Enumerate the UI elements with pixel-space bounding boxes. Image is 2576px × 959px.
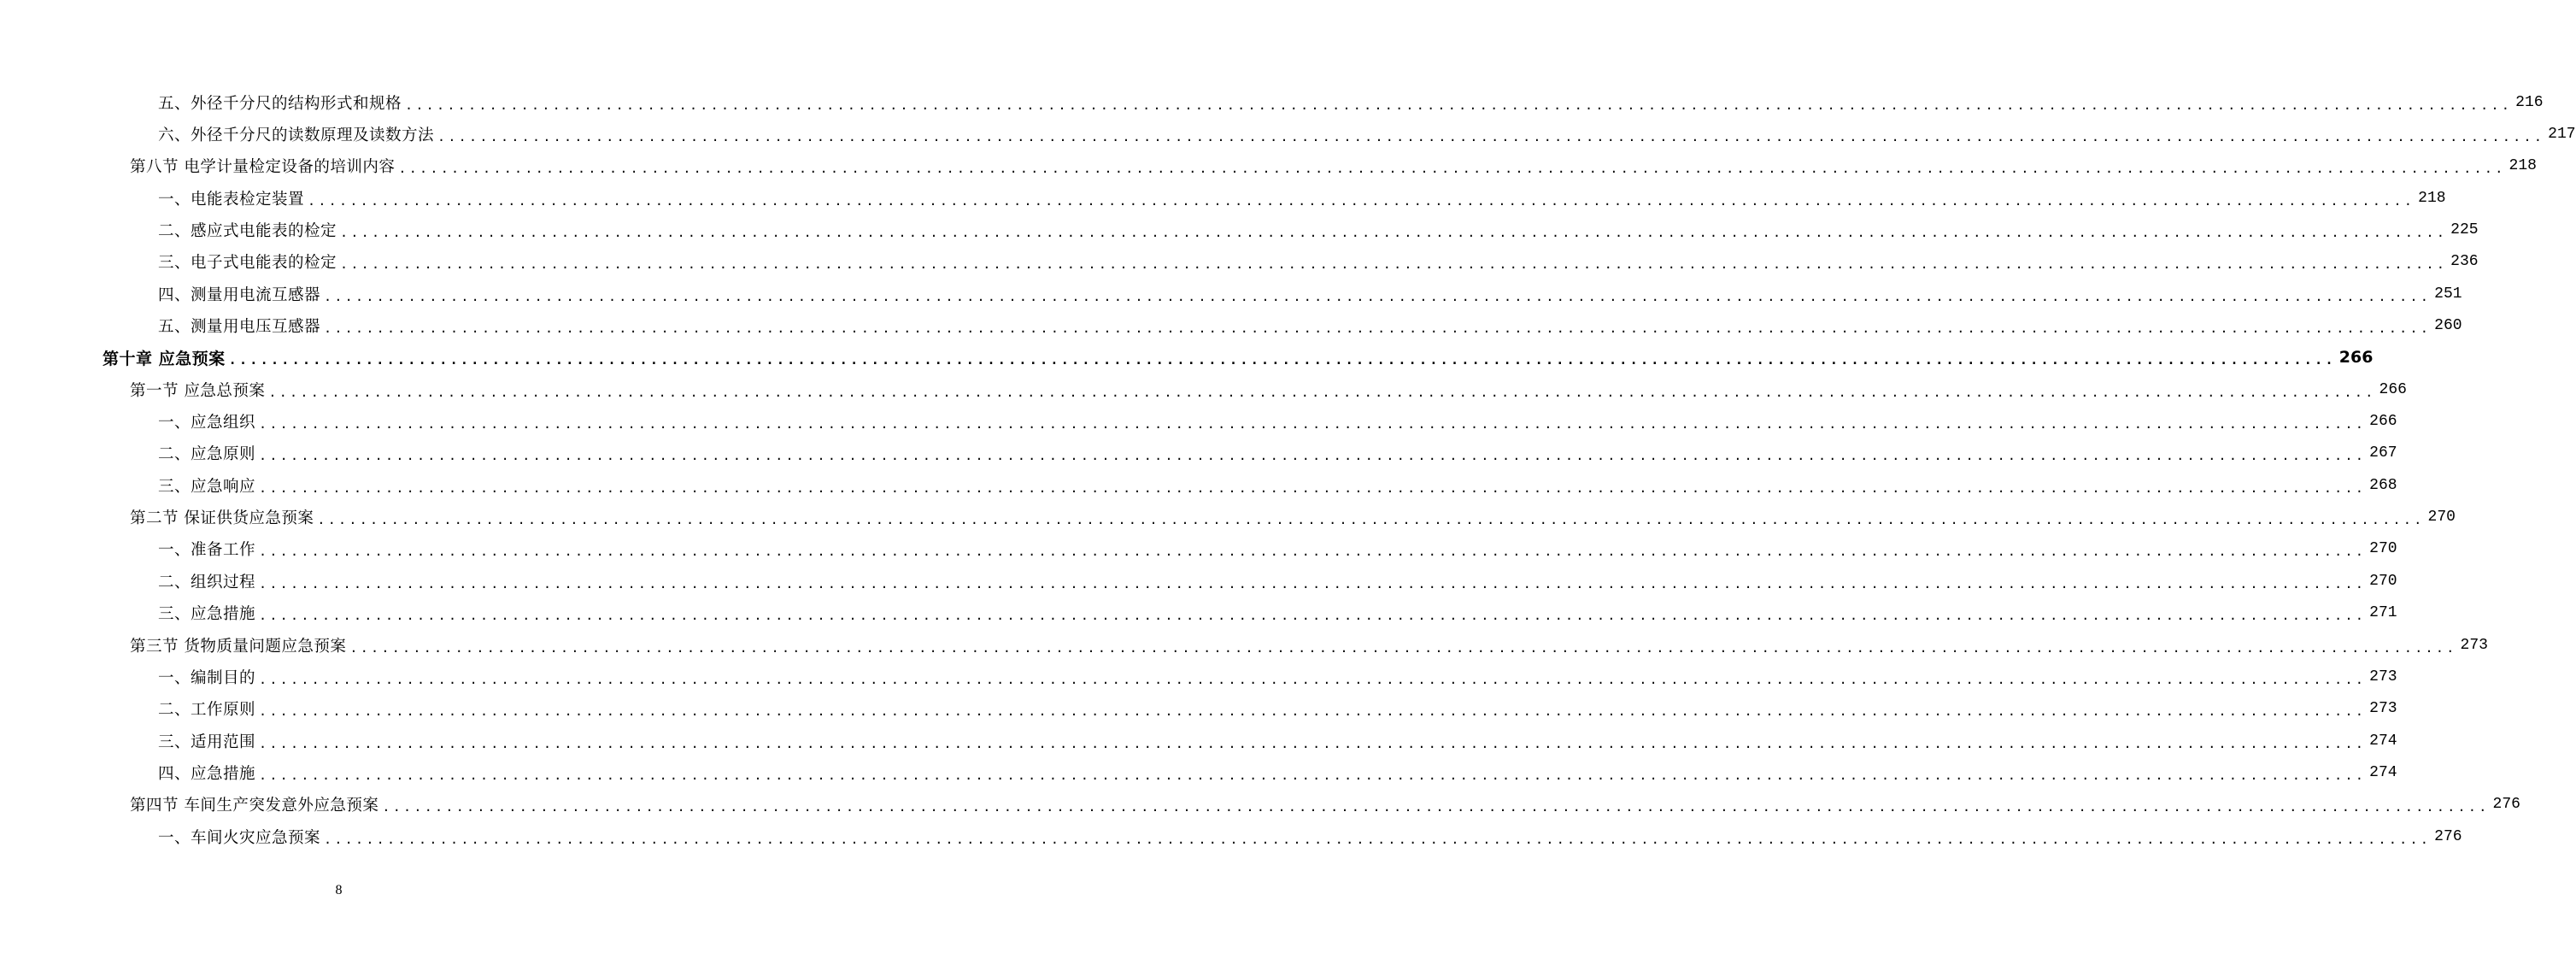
dot-leader: ........................................................................................................................................................................................................ (259, 448, 2367, 464)
toc-entry-title: 第二节 保证供货应急预案 (130, 509, 314, 528)
toc-entry-page-number: 276 (2492, 796, 2520, 814)
toc-entry-title: 五、测量用电压互感器 (158, 318, 321, 337)
toc-entry-content (130, 374, 2407, 405)
toc-entry-item (0, 278, 2462, 309)
toc-entry-page-number: 274 (2369, 732, 2397, 750)
toc-entry-title: 二、应急原则 (158, 445, 256, 464)
toc-entry-content (158, 661, 2397, 692)
toc-entry-content (158, 405, 2397, 437)
toc-entry-content (158, 246, 2479, 278)
toc-entry-section (0, 501, 2456, 532)
toc-entry-page-number: 270 (2369, 572, 2397, 590)
toc-entry-title: 四、测量用电流互感器 (158, 285, 321, 304)
toc-entry-content (158, 278, 2462, 309)
dot-leader: ........................................................................................................................................................................................................ (340, 225, 2448, 241)
dot-leader: ........................................................................................................................................................................................................ (382, 799, 2490, 815)
toc-entry-page-number: 273 (2460, 636, 2488, 654)
toc-entry-title: 五、外径千分尺的结构形式和规格 (158, 94, 402, 113)
toc-entry-content (158, 214, 2479, 245)
toc-entry-title: 第八节 电学计量检定设备的培训内容 (130, 158, 396, 177)
toc-entry-content (130, 629, 2488, 661)
toc-entry-section (0, 789, 2520, 821)
dot-leader: ........................................................................................................................................................................................................ (228, 352, 2336, 368)
toc-entry-content (158, 438, 2397, 469)
toc-entry-page-number: 270 (2427, 509, 2456, 527)
dot-leader: ........................................................................................................................................................................................................ (259, 767, 2367, 783)
dot-leader: ........................................................................................................................................................................................................ (349, 639, 2457, 656)
dot-leader: ........................................................................................................................................................................................................ (259, 608, 2367, 624)
toc-entry-page-number: 270 (2369, 540, 2397, 558)
dot-leader: ........................................................................................................................................................................................................ (308, 192, 2415, 209)
toc-entry-title: 二、组织过程 (158, 573, 256, 591)
toc-entry-page-number: 217 (2548, 126, 2576, 144)
toc-entry-content (158, 182, 2446, 214)
toc-entry-page-number: 271 (2369, 604, 2397, 622)
toc-entry-title: 第三节 货物质量问题应急预案 (130, 637, 347, 656)
dot-leader: ........................................................................................................................................................................................................ (259, 735, 2367, 751)
toc-entry-content (158, 821, 2462, 852)
dot-leader: ........................................................................................................................................................................................................ (324, 831, 2432, 847)
toc-entry-content (158, 725, 2397, 756)
toc-entry-content (158, 309, 2462, 341)
toc-entry-title: 二、工作原则 (158, 701, 256, 720)
toc-entry-title: 二、感应式电能表的检定 (158, 222, 337, 241)
toc-entry-content (158, 533, 2397, 565)
toc-entry-title: 第十章 应急预案 (103, 349, 226, 368)
toc-entry-page-number: 266 (2338, 348, 2374, 368)
toc-entry-content (158, 693, 2397, 725)
toc-entry-item (0, 214, 2479, 245)
toc-entry-title: 四、应急措施 (158, 764, 256, 783)
toc-entry-title: 一、车间火灾应急预案 (158, 828, 321, 847)
toc-entry-title: 三、应急响应 (158, 477, 256, 496)
toc-entry-content (130, 150, 2537, 182)
dot-leader: ........................................................................................................................................................................................................ (324, 321, 2432, 337)
toc-entry-page-number: 266 (2369, 413, 2397, 431)
dot-leader: ........................................................................................................................................................................................................ (259, 703, 2367, 720)
toc-entry-page-number: 273 (2369, 668, 2397, 685)
toc-entry-item (0, 693, 2397, 725)
dot-leader: ........................................................................................................................................................................................................ (324, 288, 2432, 304)
toc-entry-title: 三、应急措施 (158, 605, 256, 624)
toc-entry-content (158, 565, 2397, 597)
dot-leader: ........................................................................................................................................................................................................ (259, 575, 2367, 591)
toc-entry-page-number: 268 (2369, 476, 2397, 494)
toc-entry-item (0, 438, 2397, 469)
toc-entry-title: 一、编制目的 (158, 668, 256, 687)
toc-entry-item (0, 118, 2576, 150)
toc-entry-page-number: 218 (2418, 189, 2446, 207)
toc-entry-content (158, 469, 2397, 501)
toc-entry-title: 三、电子式电能表的检定 (158, 254, 337, 273)
dot-leader: ........................................................................................................................................................................................................ (259, 480, 2367, 496)
toc-entry-item (0, 725, 2397, 756)
toc-entry-title: 三、适用范围 (158, 732, 256, 751)
dot-leader: ........................................................................................................................................................................................................ (268, 384, 2376, 400)
toc-entry-content (158, 756, 2397, 788)
toc-entry-page-number: 260 (2434, 317, 2462, 335)
toc-entry-page-number: 276 (2434, 827, 2462, 845)
toc-entry-item (0, 533, 2397, 565)
table-of-contents (0, 86, 2576, 852)
toc-entry-title: 六、外径千分尺的读数原理及读数方法 (158, 126, 435, 145)
dot-leader: ........................................................................................................................................................................................................ (259, 416, 2367, 432)
toc-entry-page-number: 274 (2369, 763, 2397, 781)
toc-entry-content (158, 86, 2544, 118)
toc-entry-item (0, 246, 2479, 278)
toc-entry-item (0, 182, 2446, 214)
toc-entry-title: 第一节 应急总预案 (130, 381, 266, 400)
toc-entry-item (0, 565, 2397, 597)
toc-entry-page-number: 251 (2434, 285, 2462, 303)
page-number: 8 (335, 883, 343, 897)
toc-entry-content (103, 342, 2374, 374)
dot-leader: ........................................................................................................................................................................................................ (259, 671, 2367, 687)
dot-leader: ........................................................................................................................................................................................................ (317, 512, 2425, 528)
toc-entry-page-number: 273 (2369, 700, 2397, 718)
toc-entry-item (0, 405, 2397, 437)
toc-entry-page-number: 236 (2450, 253, 2479, 271)
dot-leader: ........................................................................................................................................................................................................ (437, 129, 2545, 145)
dot-leader: ........................................................................................................................................................................................................ (398, 161, 2506, 177)
toc-entry-page-number: 218 (2509, 157, 2537, 175)
toc-entry-chapter (0, 342, 2374, 374)
toc-entry-content (130, 789, 2520, 821)
toc-entry-content (158, 597, 2397, 629)
dot-leader: ........................................................................................................................................................................................................ (259, 544, 2367, 560)
toc-entry-item (0, 469, 2397, 501)
toc-entry-item (0, 756, 2397, 788)
toc-entry-title: 一、准备工作 (158, 541, 256, 560)
toc-entry-item (0, 661, 2397, 692)
dot-leader: ........................................................................................................................................................................................................ (405, 97, 2513, 113)
toc-entry-section (0, 629, 2488, 661)
toc-entry-page-number: 216 (2515, 93, 2544, 111)
dot-leader: ........................................................................................................................................................................................................ (340, 256, 2448, 273)
toc-entry-page-number: 267 (2369, 444, 2397, 462)
toc-entry-title: 一、应急组织 (158, 414, 256, 432)
toc-entry-content (158, 118, 2576, 150)
toc-entry-item (0, 597, 2397, 629)
toc-entry-section (0, 150, 2537, 182)
toc-entry-content (130, 501, 2456, 532)
toc-entry-title: 第四节 车间生产突发意外应急预案 (130, 797, 379, 815)
toc-entry-item (0, 821, 2462, 852)
toc-entry-item (0, 86, 2544, 118)
toc-entry-page-number: 225 (2450, 221, 2479, 239)
toc-entry-section (0, 374, 2407, 405)
toc-entry-title: 一、电能表检定装置 (158, 190, 305, 209)
toc-entry-item (0, 309, 2462, 341)
toc-entry-page-number: 266 (2379, 380, 2407, 398)
